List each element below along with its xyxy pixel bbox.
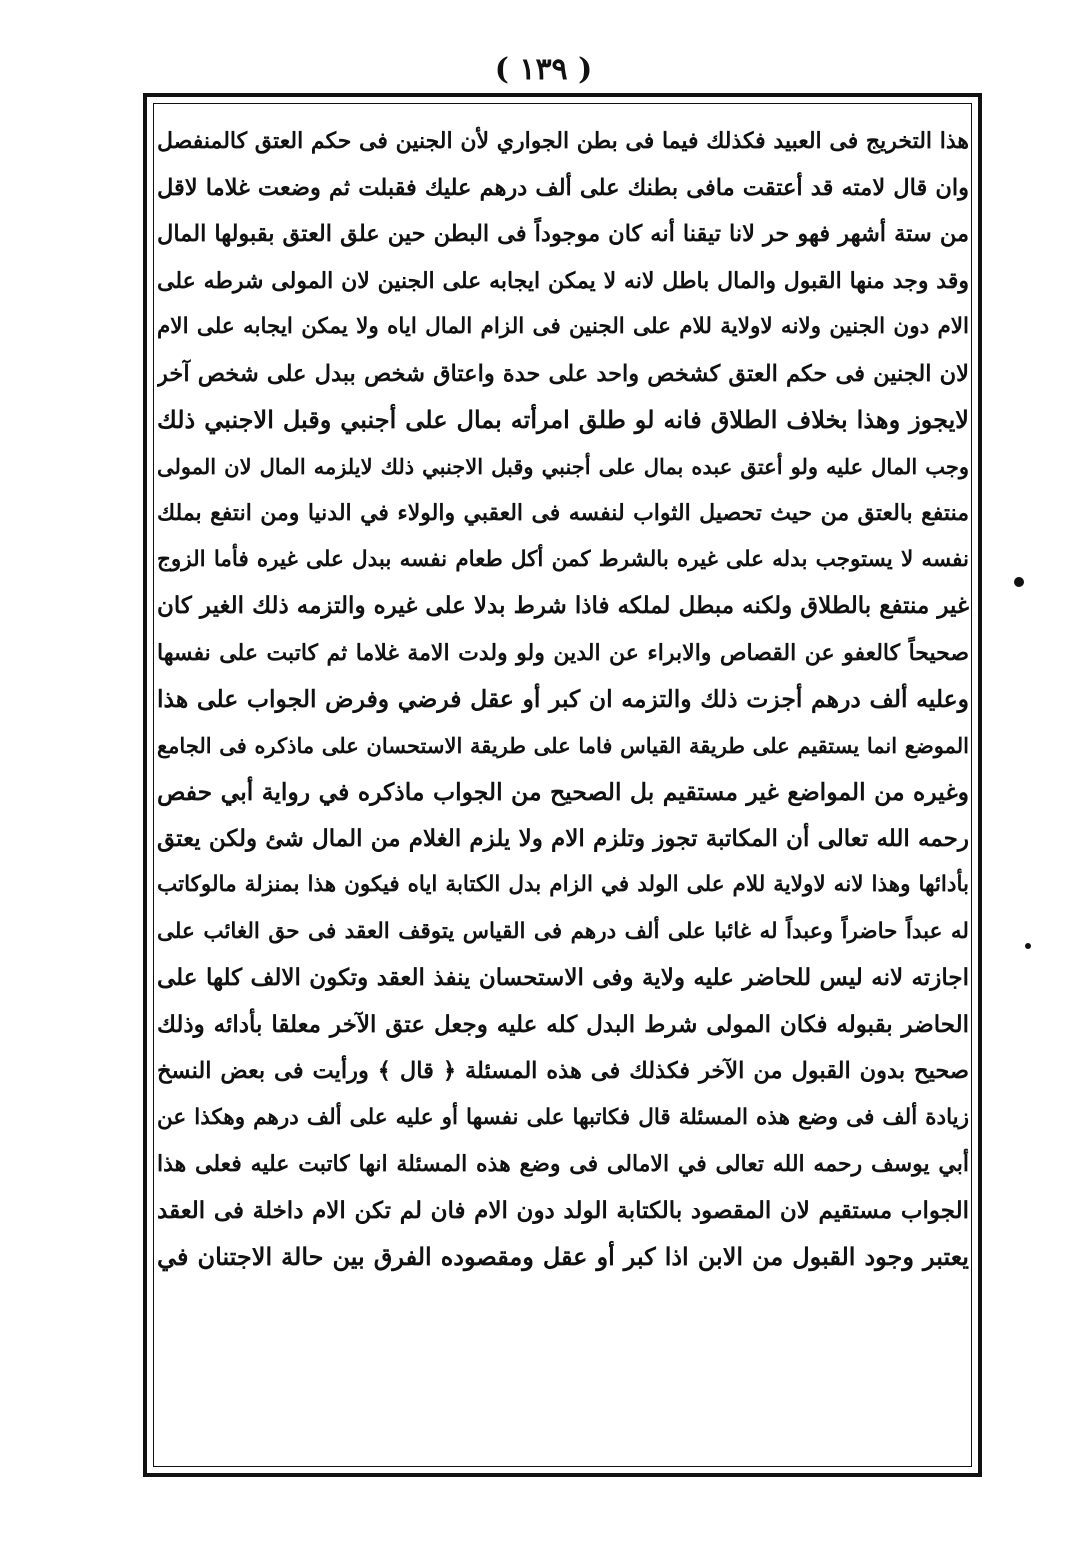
text-line: زيادة ألف فى وضع هذه المسئلة قال فكاتبها على نفسها أو عليه على ألف درهم وهكذا عن — [157, 1104, 969, 1130]
text-line: وجب المال عليه ولو أعتق عبده بمال على أجنبي وقبل الاجنبي ذلك لايلزمه المال لان المولى — [157, 453, 969, 479]
text-line: اجازته لانه ليس للحاضر عليه ولاية وفى الاستحسان ينفذ العقد وتكون الالف كلها على — [157, 964, 969, 991]
text-line: يعتبر وجود القبول من الابن اذا كبر أو عقل ومقصوده الفرق بين حالة الاجتنان في — [157, 1242, 969, 1271]
margin-dot-icon — [1025, 943, 1031, 949]
text-line: غير منتفع بالطلاق ولكنه مبطل لملكه فاذا شرط بدلا على غيره والتزمه ذلك الغير كان — [157, 592, 969, 619]
text-line: هذا التخريج فى العبيد فكذلك فيما فى بطن الجواري لأن الجنين فى حكم العتق كالمنفصل — [157, 128, 969, 154]
text-line: وعليه ألف درهم أجزت ذلك والتزمه ان كبر أو عقل فرضي وفرض الجواب على هذا — [157, 685, 969, 713]
text-line: وان قال لامته قد أعتقت مافى بطنك على ألف درهم عليك فقبلت ثم وضعت غلاما لاقل — [157, 174, 969, 201]
text-line: الجواب مستقيم لان المقصود بالكتابة الولد دون الام فان لم تكن الام داخلة فى العقد — [157, 1196, 969, 1224]
text-line: صحيحاً كالعفو عن القصاص والابراء عن الدين ولو ولدت الامة غلاما ثم كاتبت على نفسها — [157, 639, 969, 666]
text-line: لايجوز وهذا بخلاف الطلاق فانه لو طلق امرأته بمال على أجنبي وقبل الاجنبي ذلك — [157, 405, 969, 434]
text-line: له عبداً حاضراً وعبداً له غائبا على ألف درهم فى القياس يتوقف العقد فى حق الغائب على — [157, 918, 969, 944]
text-line: الموضع انما يستقيم على طريقة القياس فاما على طريقة الاستحسان على ماذكره فى الجامع — [157, 732, 969, 758]
text-line: الحاضر بقبوله فكان المولى شرط البدل كله عليه وجعل عتق الآخر معلقا بأدائه وذلك — [157, 1010, 969, 1038]
text-line: أبي يوسف رحمه الله تعالى في الامالى فى وضع هذه المسئلة انها كاتبت عليه فعلى هذا — [157, 1151, 969, 1177]
text-line: لان الجنين فى حكم العتق كشخص واحد على حدة واعتاق شخص ببدل على شخص آخر — [157, 360, 969, 387]
margin-dot-icon — [1014, 577, 1024, 587]
text-line: بأدائها وهذا لانه لاولاية للام على الولد في الزام بدل الكتابة اياه فيكون هذا بمنزلة مالوكاتب — [157, 872, 969, 897]
text-line: منتفع بالعتق من حيث تحصيل الثواب لنفسه فى العقبي والولاء في الدنيا ومن انتفع بملك — [157, 500, 969, 526]
page-number: ( ١٣٩ ) — [494, 52, 593, 87]
text-line: من ستة أشهر فهو حر لانا تيقنا أنه كان موجوداً فى البطن حين علق العتق بقبولها المال — [157, 221, 969, 247]
text-line: وقد وجد منها القبول والمال باطل لانه لا يمكن ايجابه على الجنين لان المولى شرطه على — [157, 267, 969, 294]
text-line: الام دون الجنين ولانه لاولاية للام على الجنين فى الزام المال اياه ولا يمكن ايجابه على الام — [157, 314, 969, 339]
text-line: نفسه لا يستوجب بدله على غيره بالشرط كمن أكل طعام نفسه ببدل على غيره فأما الزوج — [157, 546, 969, 572]
text-line: وغيره من المواضع غير مستقيم بل الصحيح من الجواب ماذكره في رواية أبي حفص — [157, 778, 969, 806]
text-line: رحمه الله تعالى أن المكاتبة تجوز وتلزم الام ولا يلزم الغلام من المال شئ ولكن يعتق — [157, 824, 969, 852]
body-text — [157, 118, 969, 1468]
text-line: صحيح بدون القبول من الآخر فكذلك فى هذه المسئلة ﴿ قال ﴾ ورأيت فى بعض النسخ — [157, 1058, 969, 1084]
